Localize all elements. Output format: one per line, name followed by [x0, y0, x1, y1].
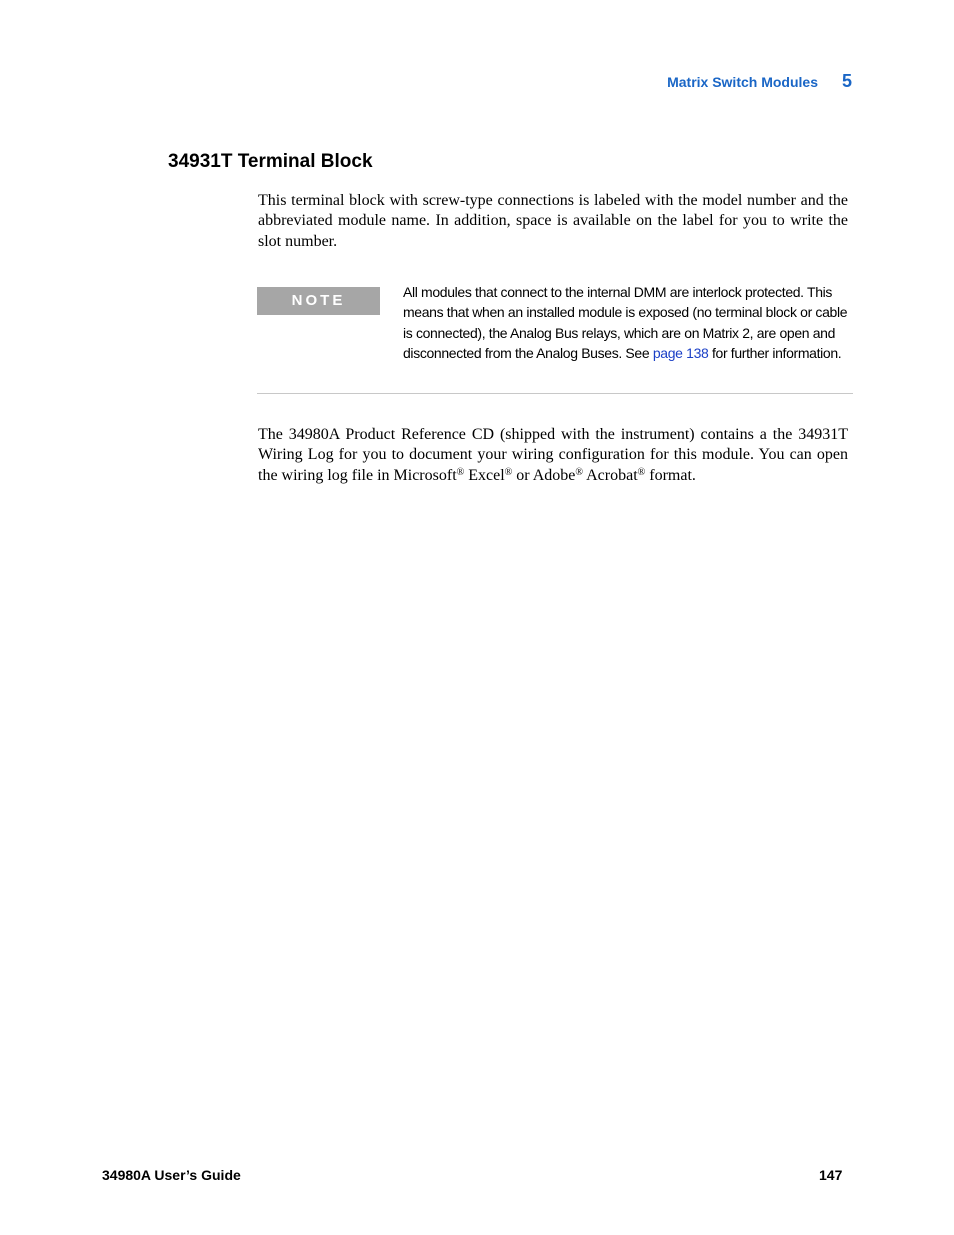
footer-page-number: 147: [819, 1167, 843, 1183]
registered-mark: ®: [504, 466, 513, 478]
note-text: [403, 282, 853, 363]
note-text-after-link: for further information.: [708, 344, 842, 361]
registered-mark: ®: [575, 466, 583, 478]
intro-paragraph: This terminal block with screw-type connections is labeled with the model number and the abbreviated module name. In addition, space is available on the label for you to write the slot number.: [258, 192, 848, 250]
running-header-chapter-number: 5: [842, 71, 853, 91]
registered-mark: ®: [637, 466, 646, 478]
page-link[interactable]: page 138: [652, 344, 709, 361]
paragraph-text: The 34980A Product Reference CD (shipped with the instrument) contains a the 34931T Wiring Log for you to document your wiring configuration for this module. You can open the wiring log file in Microsoft: [258, 426, 848, 484]
running-header-section: Matrix Switch Modules: [667, 74, 818, 90]
footer-guide-title: 34980A User’s Guide: [102, 1167, 241, 1183]
paragraph-text: Acrobat: [583, 466, 638, 484]
paragraph-text: or Adobe: [512, 466, 576, 484]
note-divider: [257, 393, 853, 394]
wiring-log-paragraph: [258, 425, 848, 486]
section-heading: 34931T Terminal Block: [168, 151, 373, 172]
note-text-before-link: All modules that connect to the internal DMM are interlock protected. This means that when an installed module is exposed (no terminal block or cable is connected), the Analog Bus relays, which are on Matrix 2, are open and disconnected from the Analog Buses. See: [403, 284, 848, 361]
paragraph-text: Excel: [464, 466, 505, 484]
paragraph-text: format.: [645, 466, 696, 484]
note-label: NOTE: [257, 287, 380, 315]
registered-mark: ®: [456, 466, 465, 478]
